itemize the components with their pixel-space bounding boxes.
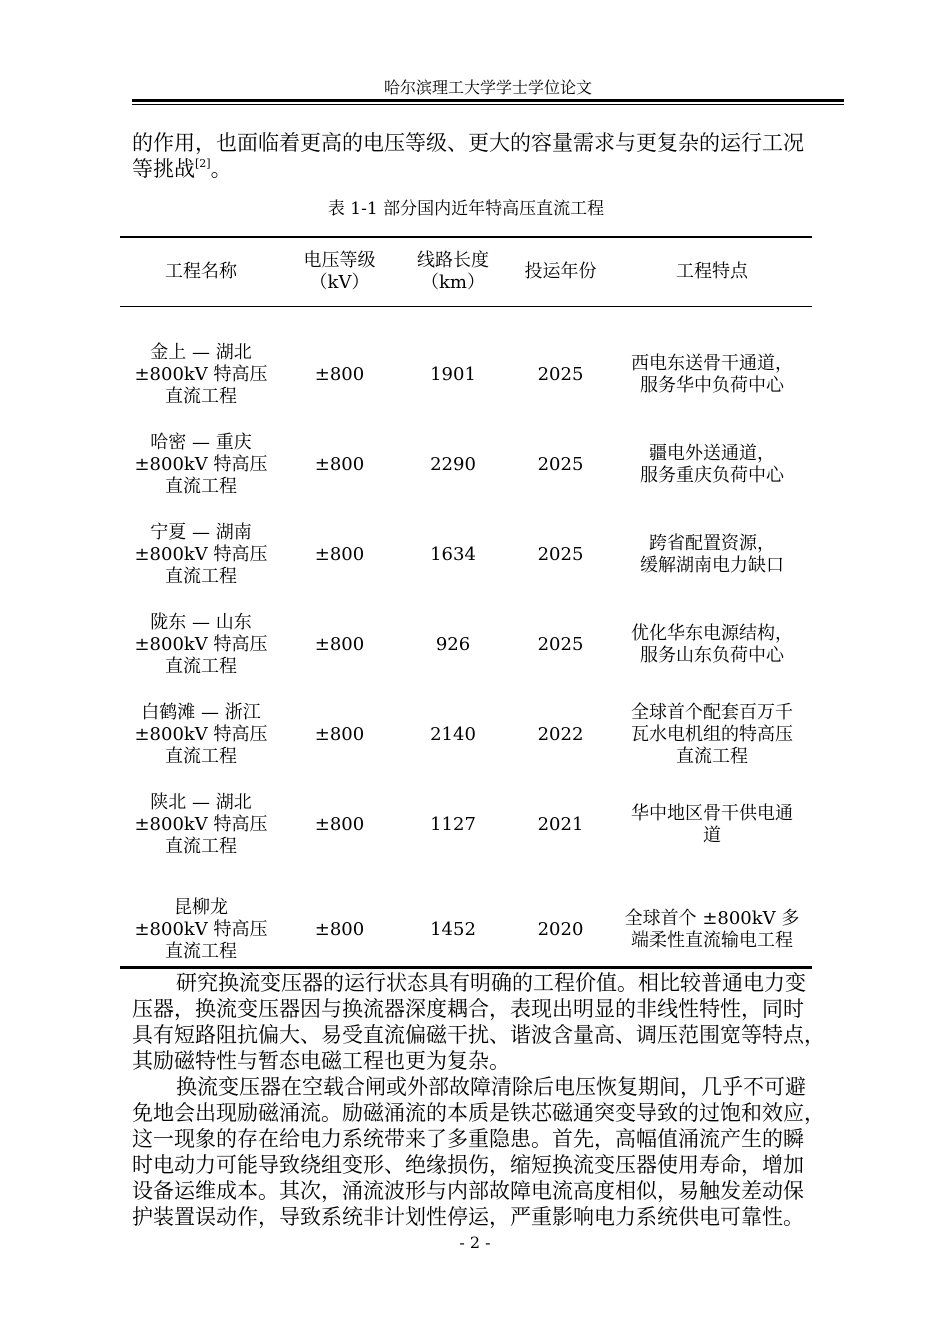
table-row <box>120 780 812 870</box>
table-caption: 表 1-1 部分国内近年特高压直流工程 <box>327 199 605 219</box>
table-row <box>120 510 812 600</box>
intro-line-2-text: 等挑战 <box>132 157 195 181</box>
intro-line-2 <box>132 156 844 182</box>
paragraph-line: 具有短路阻抗偏大、易受直流偏磁干扰、谐波含量高、调压范围宽等特点， <box>132 1023 825 1047</box>
projects-table <box>120 238 812 990</box>
body-paragraph-2 <box>132 970 844 1074</box>
project-name-cell: 金上 — 湖北 ±800kV 特高压 直流工程 <box>134 342 268 407</box>
table-row <box>120 330 812 420</box>
body-paragraph-3 <box>132 1074 844 1230</box>
table-row <box>120 600 812 690</box>
page-number: - 2 - <box>459 1233 491 1252</box>
voltage-cell: ±800 <box>314 724 365 745</box>
paragraph-line: 换流变压器在空载合闸或外部故障清除后电压恢复期间，几乎不可避 <box>176 1075 806 1099</box>
feature-cell: 跨省配置资源， 缓解湖南电力缺口 <box>640 533 784 576</box>
year-cell: 2020 <box>537 919 584 940</box>
paragraph-line: 研究换流变压器的运行状态具有明确的工程价值。相比较普通电力变 <box>176 971 806 995</box>
voltage-cell: ±800 <box>314 919 365 940</box>
feature-cell: 优化华东电源结构， 服务山东负荷中心 <box>631 623 793 666</box>
paragraph-line: 压器，换流变压器因与换流器深度耦合，表现出明显的非线性特性，同时 <box>132 997 804 1021</box>
length-cell: 926 <box>435 634 471 655</box>
page-header-title: 哈尔滨理工大学学士学位论文 <box>383 78 592 97</box>
year-cell: 2025 <box>537 634 584 655</box>
feature-cell: 全球首个配套百万千 瓦水电机组的特高压 直流工程 <box>631 702 793 767</box>
voltage-cell: ±800 <box>314 544 365 565</box>
year-cell: 2021 <box>537 814 584 835</box>
intro-paragraph <box>132 130 844 182</box>
year-cell: 2025 <box>537 454 584 475</box>
feature-cell: 疆电外送通道， 服务重庆负荷中心 <box>640 443 784 486</box>
length-cell: 2140 <box>430 724 476 745</box>
paragraph-line: 时电动力可能导致绕组变形、绝缘损伤，缩短换流变压器使用寿命，增加 <box>132 1153 804 1177</box>
project-name-cell: 哈密 — 重庆 ±800kV 特高压 直流工程 <box>134 432 268 497</box>
paragraph-line: 免地会出现励磁涌流。励磁涌流的本质是铁芯磁通突变导致的过饱和效应， <box>132 1101 825 1125</box>
year-cell: 2025 <box>537 364 584 385</box>
length-cell: 1127 <box>430 814 476 835</box>
table-row <box>120 420 812 510</box>
length-cell: 1452 <box>430 919 476 940</box>
header-rule-thick <box>132 99 844 102</box>
paragraph-line: 护装置误动作，导致系统非计划性停运，严重影响电力系统供电可靠性。 <box>132 1205 804 1229</box>
table-row <box>120 690 812 780</box>
table-header-row <box>120 238 812 306</box>
project-name-cell: 昆柳龙 ±800kV 特高压 直流工程 <box>134 897 268 962</box>
voltage-cell: ±800 <box>314 364 365 385</box>
voltage-cell: ±800 <box>314 454 365 475</box>
intro-line-2-end: 。 <box>210 157 232 181</box>
feature-cell: 全球首个 ±800kV 多 端柔性直流输电工程 <box>624 908 800 951</box>
voltage-cell: ±800 <box>314 814 365 835</box>
project-name-cell: 陕北 — 湖北 ±800kV 特高压 直流工程 <box>134 792 268 857</box>
length-cell: 1901 <box>430 364 476 385</box>
table-spacer <box>120 306 812 330</box>
paragraph-line: 设备运维成本。其次，涌流波形与内部故障电流高度相似，易触发差动保 <box>132 1179 804 1203</box>
feature-cell: 华中地区骨干供电通 道 <box>631 803 793 846</box>
voltage-cell: ±800 <box>314 634 365 655</box>
project-name-cell: 陇东 — 山东 ±800kV 特高压 直流工程 <box>134 612 268 677</box>
header-rule-thin <box>132 104 844 105</box>
length-cell: 1634 <box>430 544 476 565</box>
project-name-cell: 白鹤滩 — 浙江 ±800kV 特高压 直流工程 <box>134 702 268 767</box>
column-header-voltage: 电压等级 （kV） <box>303 250 376 293</box>
intro-line-1: 的作用，也面临着更高的电压等级、更大的容量需求与更复杂的运行工况 <box>132 131 804 155</box>
project-name-cell: 宁夏 — 湖南 ±800kV 特高压 直流工程 <box>134 522 268 587</box>
citation-ref[interactable]: [2] <box>195 157 211 170</box>
column-header-year: 投运年份 <box>524 261 597 282</box>
year-cell: 2022 <box>537 724 584 745</box>
column-header-feature: 工程特点 <box>676 261 748 282</box>
paragraph-line: 其励磁特性与暂态电磁工程也更为复杂。 <box>132 1049 510 1073</box>
paragraph-line: 这一现象的存在给电力系统带来了多重隐患。首先，高幅值涌流产生的瞬 <box>132 1127 804 1151</box>
column-header-name: 工程名称 <box>165 261 237 282</box>
feature-cell: 西电东送骨干通道， 服务华中负荷中心 <box>631 353 793 396</box>
year-cell: 2025 <box>537 544 584 565</box>
column-header-length: 线路长度 （km） <box>417 250 489 293</box>
length-cell: 2290 <box>430 454 476 475</box>
